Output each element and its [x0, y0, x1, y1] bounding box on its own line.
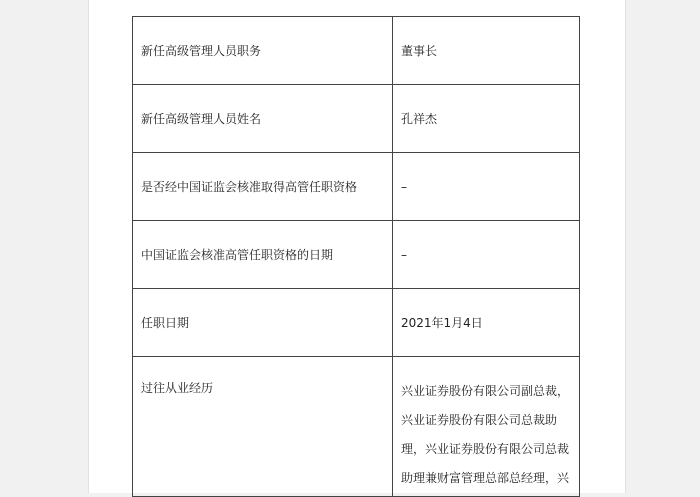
row-value: 2021年1月4日 — [393, 289, 580, 357]
history-text — [401, 357, 579, 493]
table-row — [133, 17, 580, 85]
executive-info-table — [132, 16, 580, 497]
row-value: – — [393, 153, 580, 221]
history-line: 兴业证券股份有限公司副总裁， — [401, 384, 570, 398]
history-line: 理，兴业证券股份有限公司总裁 — [401, 442, 570, 456]
row-label: 新任高级管理人员姓名 — [133, 85, 393, 153]
table-row — [133, 221, 580, 289]
document-page — [88, 0, 626, 493]
table-row — [133, 153, 580, 221]
table-row — [133, 289, 580, 357]
history-line: 助理兼财富管理总部总经理，兴 — [401, 471, 570, 485]
table-row — [133, 85, 580, 153]
row-value: 董事长 — [393, 17, 580, 85]
row-value: – — [393, 221, 580, 289]
row-label: 是否经中国证监会核准取得高管任职资格 — [133, 153, 393, 221]
row-label: 中国证监会核准高管任职资格的日期 — [133, 221, 393, 289]
row-label: 新任高级管理人员职务 — [133, 17, 393, 85]
row-value: 孔祥杰 — [393, 85, 580, 153]
history-label-cell — [133, 357, 393, 497]
history-line: 兴业证券股份有限公司总裁助 — [401, 413, 558, 427]
history-value-cell — [393, 357, 580, 497]
row-label: 任职日期 — [133, 289, 393, 357]
table-row-history — [133, 357, 580, 497]
history-label: 过往从业经历 — [141, 381, 214, 395]
